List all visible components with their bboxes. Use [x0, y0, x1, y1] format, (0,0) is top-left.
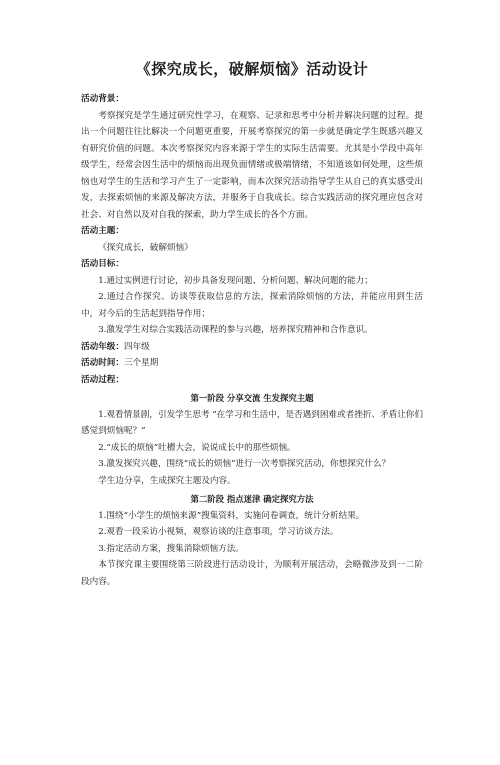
stage-1-heading: 第一阶段 分享交流 生发探究主题 — [190, 393, 314, 403]
document-page — [0, 58, 500, 765]
grade-value: 四年级 — [123, 341, 150, 352]
grade-line — [81, 339, 423, 356]
goal-item: 3.激发学生对综合实践活动课程的参与兴趣，培养探究精神和合作意识。 — [98, 325, 373, 335]
stage-1-item: 3.激发探究兴趣，围绕“成长的烦恼”进行一次考察探究活动，你想探究什么？ — [98, 459, 391, 469]
stage-2-item: 1.围绕“小学生的烦恼来源”搜集资料，实施问卷调查，统计分析结果。 — [98, 510, 365, 521]
time-line — [81, 355, 423, 372]
stage-2-heading: 第二阶段 指点迷津 确定探究方法 — [190, 494, 314, 504]
process-label: 活动过程： — [81, 374, 124, 385]
background-label: 活动背景： — [81, 94, 124, 104]
stage-2-item: 本节探究课主要围绕第三阶段进行活动设计，为顺利开展活动，会略微涉及到一二阶段内容。 — [81, 560, 423, 587]
goals-label: 活动目标： — [81, 259, 124, 269]
goal-item: 1.通过实例进行讨论，初步具备发现问题、分析问题、解决问题的能力； — [98, 275, 373, 286]
time-value: 三个星期 — [123, 358, 159, 368]
background-paragraph: 考察探究是学生通过研究性学习，在观察、记录和思考中分析并解决问题的过程。提出一个问题往往比解决一个问题更重要，开展考察探究的第一步就是确定学生既感兴趣又有研究价值的问题。本次考察探究内容来源于学生的实际生活需要。尤其是小学段中高年级学生，经常会因生活中的烦恼而出现负面情绪或极端情绪，不知道该如何处理，这些烦恼也对学生的生活和学习产生了一定影响，而本次探究活动指导学生从自己的真实感受出发，去探索烦恼的来源及解决方法，并服务于自我成长。综合实践活动的探究理应包含对社会、对自然以及对自我的探索，助力学生成长的各个方面。 — [81, 110, 423, 220]
document-body — [81, 91, 423, 590]
stage-2-item: 3.指定活动方案，搜集消除烦恼方法。 — [98, 543, 244, 554]
time-label: 活动时间： — [81, 358, 124, 368]
stage-1-item: 学生边分享，生成探究主题及内容。 — [98, 475, 236, 486]
document-title: 《探究成长，破解烦恼》活动设计 — [135, 60, 369, 78]
goal-item: 2.通过合作探究、访谈等获取信息的方法，探索消除烦恼的方法，并能应用到生活中，对今后的生活起到指导作用； — [81, 292, 423, 319]
grade-label: 活动年级： — [81, 341, 124, 352]
theme-text: 《探究成长，破解烦恼》 — [98, 242, 193, 253]
stage-1-item: 1.观看情景剧，引发学生思考 “在学习和生活中，是否遇到困难或者挫折、矛盾让你们感觉到烦恼呢？” — [81, 409, 423, 436]
stage-2-item: 2.观看一段采访小视频，观察访谈的注意事项，学习访谈方法。 — [98, 527, 339, 537]
theme-label: 活动主题： — [81, 226, 124, 236]
stage-1-item: 2.“成长的烦恼”吐槽大会，说说成长中的那些烦恼。 — [98, 442, 296, 453]
